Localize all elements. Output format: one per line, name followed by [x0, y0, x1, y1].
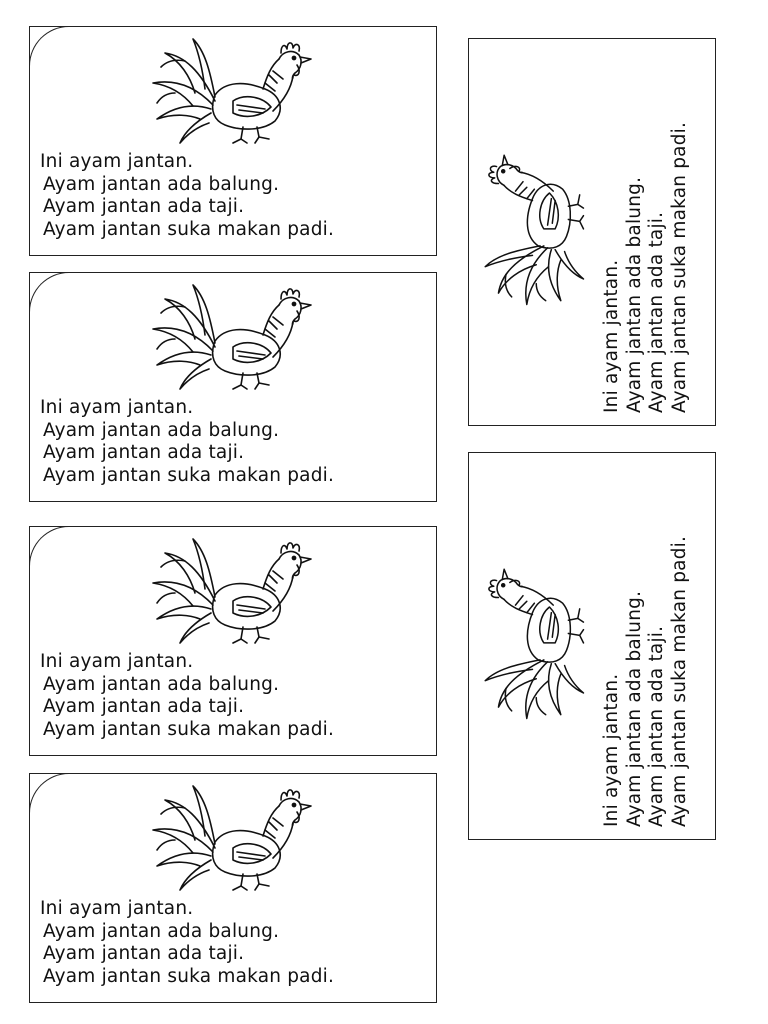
text-line: Ayam jantan ada taji. [646, 211, 667, 413]
reading-card-5 [468, 38, 716, 426]
rooster-icon [145, 531, 325, 646]
text-line: Ayam jantan ada balung. [623, 590, 645, 827]
reading-card-3 [29, 526, 437, 756]
text-line: Ini ayam jantan. [601, 259, 622, 413]
text-line: Ayam jantan ada balung. [43, 920, 280, 942]
rotated-content [469, 453, 716, 840]
card-text [601, 43, 691, 413]
rooster-icon [477, 556, 587, 726]
card-text [601, 457, 691, 827]
text-line: Ayam jantan ada taji. [43, 943, 245, 964]
text-line: Ayam jantan ada balung. [623, 176, 645, 413]
card-corner [29, 272, 70, 313]
text-line: Ayam jantan suka makan padi. [668, 121, 690, 413]
text-line: Ini ayam jantan. [601, 673, 622, 827]
card-text [40, 397, 430, 487]
text-line: Ayam jantan ada balung. [43, 419, 280, 441]
reading-card-2 [29, 272, 437, 502]
rooster-icon [477, 142, 587, 312]
reading-card-1 [29, 26, 437, 256]
text-line: Ayam jantan ada balung. [43, 673, 280, 695]
card-text [40, 651, 430, 741]
text-line: Ayam jantan ada taji. [43, 696, 245, 717]
text-line: Ayam jantan suka makan padi. [43, 965, 335, 987]
card-corner [29, 526, 70, 567]
text-line: Ayam jantan ada taji. [43, 442, 245, 463]
reading-card-6 [468, 452, 716, 840]
text-line: Ini ayam jantan. [40, 151, 194, 172]
reading-card-4 [29, 773, 437, 1003]
rotated-content [469, 39, 716, 426]
card-text [40, 898, 430, 988]
text-line: Ayam jantan suka makan padi. [668, 535, 690, 827]
text-line: Ini ayam jantan. [40, 651, 194, 672]
text-line: Ayam jantan ada taji. [646, 625, 667, 827]
text-line: Ayam jantan ada taji. [43, 196, 245, 217]
text-line: Ayam jantan ada balung. [43, 173, 280, 195]
rooster-icon [145, 277, 325, 392]
rooster-icon [145, 31, 325, 146]
text-line: Ini ayam jantan. [40, 898, 194, 919]
card-corner [29, 773, 70, 814]
text-line: Ini ayam jantan. [40, 397, 194, 418]
card-text [40, 151, 430, 241]
text-line: Ayam jantan suka makan padi. [43, 464, 335, 486]
text-line: Ayam jantan suka makan padi. [43, 718, 335, 740]
text-line: Ayam jantan suka makan padi. [43, 218, 335, 240]
rooster-icon [145, 778, 325, 893]
card-corner [29, 26, 70, 67]
